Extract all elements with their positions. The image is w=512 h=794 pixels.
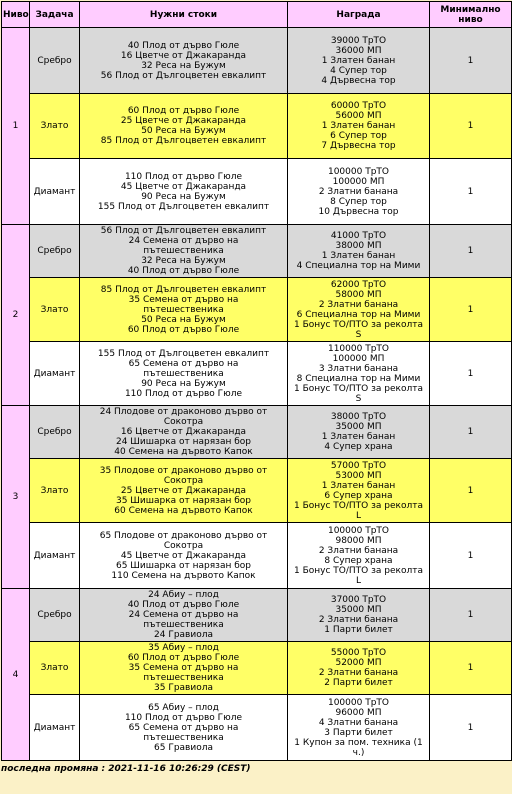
min-level-cell: 1 [430,159,512,225]
min-level-cell: 1 [430,94,512,159]
reward-line: 56000 МП [335,111,382,121]
reward-cell [288,523,430,589]
reward-cell [288,342,430,406]
task-name-cell: Диамант [30,342,80,406]
task-name-cell: Злато [30,459,80,523]
goods-line: 32 Реса на Бужум [141,256,226,266]
reward-line: 4 Супер храна [324,442,393,452]
goods-line: 40 Плод от дърво Гюле [127,266,240,276]
level-cell: 2 [2,225,30,406]
goods-line: 16 Цветче от Джакаранда [120,50,247,61]
reward-line: 100000 МП [332,353,385,364]
goods-cell [80,406,288,459]
reward-cell [288,459,430,523]
reward-line: 38000 МП [335,241,382,251]
goods-line: 24 Семена от дърво на [128,236,239,246]
table-row [2,406,512,459]
reward-cell [288,225,430,278]
reward-line: 2 Златни банана [318,186,399,197]
reward-line: 35000 МП [335,422,382,432]
goods-line: 90 Реса на Бужум [141,378,226,389]
table-row [2,278,512,342]
goods-line: 65 Шишарка от нарязан бор [115,560,251,571]
reward-cell [288,278,430,342]
goods-line: 24 Плодове от драконово дърво от [99,407,268,417]
goods-line: пътешественика [143,246,224,256]
goods-line: 40 Семена на дървото Капок [114,447,253,457]
goods-cell [80,342,288,406]
header-reward: Награда [288,2,430,28]
reward-line: 100000 ТрТО [327,166,389,177]
task-name-cell: Диамант [30,159,80,225]
goods-line: 24 Гравиола [154,630,213,640]
goods-line: 60 Семена на дървото Капок [114,505,253,516]
reward-line: 1 Парти билет [324,625,393,635]
goods-line: 65 Гравиола [154,742,213,753]
reward-line: 7 Дървесна тор [321,141,396,151]
reward-line: 3 Парти билет [324,727,393,738]
min-level-cell: 1 [430,459,512,523]
reward-line: S [355,393,362,404]
reward-line: 6 Супер храна [324,490,393,501]
goods-line: 24 Шишарка от нарязан бор [115,437,251,447]
reward-line: 100000 ТрТО [327,697,389,708]
reward-line: 2 Златни банана [318,668,399,678]
table-row [2,225,512,278]
reward-line: L [355,510,361,521]
reward-line: 52000 МП [335,658,382,668]
reward-line: 1 Златен банан [321,251,396,261]
goods-line: 35 Абиу – плод [148,643,219,653]
goods-line: 25 Цветче от Джакаранда [120,116,247,126]
goods-cell [80,28,288,94]
reward-line: 4 Златни банана [318,717,399,728]
goods-line: 155 Плод от Дългоцветен евкалипт [97,348,270,359]
table-row [2,94,512,159]
table-row [2,28,512,94]
table-row [2,342,512,406]
goods-cell [80,589,288,642]
reward-line: 41000 ТрТО [330,231,387,241]
goods-cell [80,642,288,695]
goods-cell [80,159,288,225]
task-name-cell: Злато [30,278,80,342]
min-level-cell: 1 [430,225,512,278]
table-row [2,695,512,761]
goods-line: 45 Цветче от Джакаранда [120,181,247,192]
table-row [2,159,512,225]
goods-line: 110 Плод от дърво Гюле [124,712,243,723]
header-min-level: Минимално ниво [430,2,512,28]
reward-line: 35000 МП [335,605,382,615]
reward-line: 1 Купон за пом. техника (1 [294,737,423,748]
goods-line: 45 Цветче от Джакаранда [120,550,247,561]
min-level-cell: 1 [430,28,512,94]
reward-cell [288,28,430,94]
goods-line: Сокотра [163,475,204,486]
reward-line: 4 Специална тор на Мими [296,261,421,271]
reward-line: 2 Златни банана [318,299,399,310]
reward-cell [288,695,430,761]
goods-cell [80,278,288,342]
min-level-cell: 1 [430,342,512,406]
reward-line: 1 Златен банан [321,55,396,66]
last-modified: последна промяна : 2021-11-16 10:26:29 (CEST) [0,762,512,776]
reward-line: 37000 ТрТО [330,595,387,605]
goods-line: Сокотра [163,417,204,427]
goods-line: 35 Плодове от драконово дърво от [99,465,268,476]
reward-line: 1 Златен банан [321,432,396,442]
reward-line: 8 Специална тор на Мими [296,373,421,384]
goods-cell [80,459,288,523]
reward-line: 1 Златен банан [321,121,396,131]
reward-line: L [355,575,361,586]
goods-line: 90 Реса на Бужум [141,191,226,202]
reward-cell [288,159,430,225]
reward-line: 60000 ТрТО [330,101,387,111]
level-cell: 1 [2,28,30,225]
level-cell: 3 [2,406,30,589]
level-cell: 4 [2,589,30,761]
goods-line: пътешественика [143,673,224,683]
header-row [2,2,512,28]
goods-line: 65 Семена от дърво на [128,358,239,369]
reward-line: 6 Специална тор на Мими [296,309,421,320]
reward-cell [288,589,430,642]
goods-line: 110 Плод от дърво Гюле [124,171,243,182]
goods-line: 60 Плод от дърво Гюле [127,653,240,663]
min-level-cell: 1 [430,406,512,459]
task-name-cell: Диамант [30,695,80,761]
goods-line: 32 Реса на Бужум [141,60,226,71]
table-row [2,642,512,695]
goods-line: 110 Семена на дървото Капок [111,570,256,581]
reward-line: 6 Супер тор [330,131,387,141]
goods-line: 65 Абиу – плод [148,702,219,713]
reward-line: 3 Златни банана [318,363,399,374]
reward-line: 4 Дървесна тор [321,75,396,86]
reward-line: 98000 МП [335,535,382,546]
goods-line: 40 Плод от дърво Гюле [127,600,240,610]
goods-line: 60 Плод от дърво Гюле [127,324,240,335]
reward-line: 110000 ТрТО [327,343,389,354]
task-name-cell: Сребро [30,225,80,278]
task-name-cell: Сребро [30,589,80,642]
goods-cell [80,225,288,278]
reward-line: 36000 МП [335,45,382,56]
reward-cell [288,94,430,159]
goods-line: 24 Абиу – плод [148,590,219,600]
reward-line: 100000 МП [332,176,385,187]
goods-line: 50 Реса на Бужум [141,314,226,325]
tasks-table [1,1,512,761]
reward-line: 1 Златен банан [321,480,396,491]
goods-line: 24 Семена от дърво на [128,610,239,620]
reward-line: 2 Парти билет [324,678,393,688]
reward-line: 96000 МП [335,707,382,718]
goods-cell [80,523,288,589]
reward-line: 2 Златни банана [318,615,399,625]
goods-line: 56 Плод от Дългоцветен евкалипт [100,226,267,236]
goods-cell [80,94,288,159]
goods-line: пътешественика [143,304,224,315]
goods-line: 40 Плод от дърво Гюле [127,40,240,51]
min-level-cell: 1 [430,523,512,589]
reward-line: 8 Супер тор [330,196,387,207]
reward-line: 1 Бонус ТО/ПТО за реколта [294,319,423,330]
reward-line: 58000 МП [335,289,382,300]
goods-line: 65 Семена от дърво на [128,722,239,733]
task-name-cell: Диамант [30,523,80,589]
task-name-cell: Сребро [30,406,80,459]
goods-line: 155 Плод от Дългоцветен евкалипт [97,201,270,212]
reward-line: 1 Бонус ТО/ПТО за реколта [294,383,423,394]
reward-line: ч.) [352,747,365,758]
min-level-cell: 1 [430,278,512,342]
goods-line: 110 Плод от дърво Гюле [124,388,243,399]
table-row [2,459,512,523]
goods-line: пътешественика [143,732,224,743]
min-level-cell: 1 [430,695,512,761]
goods-line: 60 Плод от дърво Гюле [127,106,240,116]
reward-line: 57000 ТрТО [330,460,387,471]
goods-line: Сокотра [163,540,204,551]
task-name-cell: Сребро [30,28,80,94]
table-row [2,523,512,589]
reward-cell [288,642,430,695]
goods-line: 85 Плод от Дългоцветен евкалипт [100,284,267,295]
goods-line: 16 Цветче от Джакаранда [120,427,247,437]
task-name-cell: Злато [30,94,80,159]
goods-line: 35 Гравиола [154,683,213,693]
reward-line: 53000 МП [335,470,382,481]
reward-line: S [355,329,362,340]
reward-line: 38000 ТрТО [330,412,387,422]
goods-line: 56 Плод от Дългоцветен евкалипт [100,70,267,81]
goods-cell [80,695,288,761]
header-task: Задача [30,2,80,28]
goods-line: 50 Реса на Бужум [141,126,226,136]
goods-line: пътешественика [143,368,224,379]
min-level-cell: 1 [430,589,512,642]
reward-line: 62000 ТрТО [330,279,387,290]
goods-line: пътешественика [143,620,224,630]
reward-line: 39000 ТрТО [330,35,387,46]
reward-line: 100000 ТрТО [327,525,389,536]
reward-line: 10 Дървесна тор [318,206,399,217]
table-row [2,589,512,642]
reward-line: 55000 ТрТО [330,648,387,658]
reward-line: 1 Бонус ТО/ПТО за реколта [294,500,423,511]
min-level-cell: 1 [430,642,512,695]
goods-line: 65 Плодове от драконово дърво от [99,530,268,541]
goods-line: 25 Цветче от Джакаранда [120,485,247,496]
reward-cell [288,406,430,459]
goods-line: 35 Семена от дърво на [128,663,239,673]
reward-line: 1 Бонус ТО/ПТО за реколта [294,565,423,576]
table-body [2,28,512,761]
header-goods: Нужни стоки [80,2,288,28]
reward-line: 8 Супер храна [324,555,393,566]
goods-line: 35 Шишарка от нарязан бор [115,495,251,506]
header-level: Ниво [2,2,30,28]
goods-line: 85 Плод от Дългоцветен евкалипт [100,136,267,146]
reward-line: 4 Супер тор [330,65,387,76]
goods-line: 35 Семена от дърво на [128,294,239,305]
task-name-cell: Злато [30,642,80,695]
reward-line: 2 Златни банана [318,545,399,556]
